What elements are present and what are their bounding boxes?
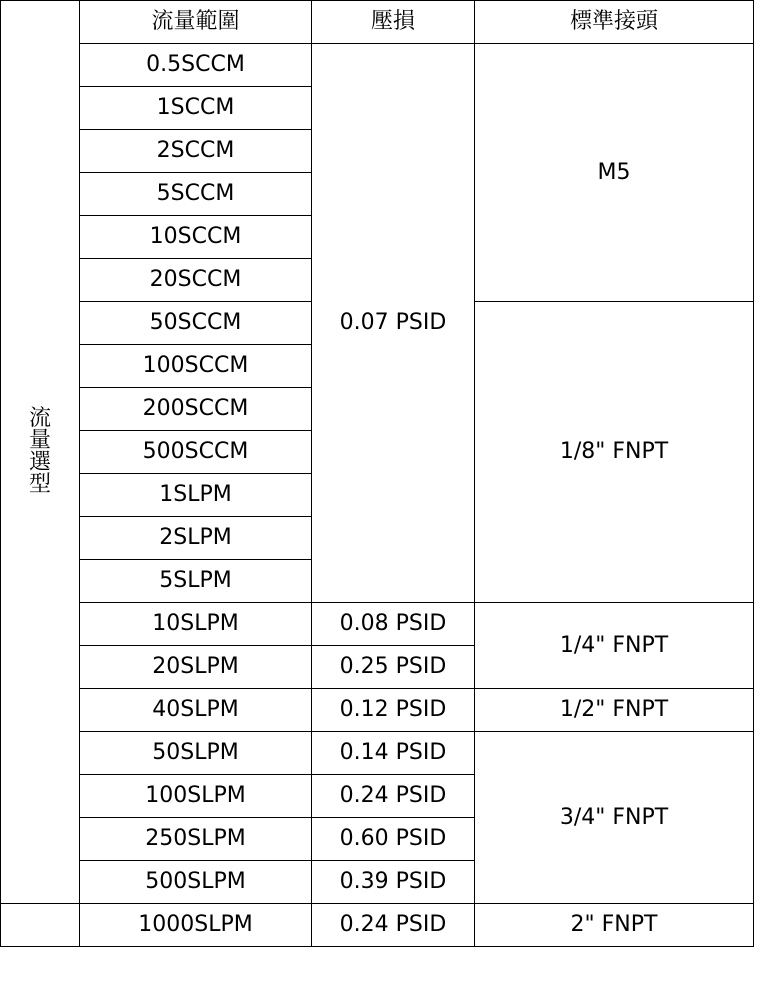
flow-range-cell: 500SLPM xyxy=(80,861,312,904)
side-label: 流量選型 xyxy=(1,1,80,904)
flow-range-cell: 5SCCM xyxy=(80,173,312,216)
flow-range-cell: 20SCCM xyxy=(80,259,312,302)
header-row xyxy=(1,1,754,44)
pressure-drop-cell: 0.24 PSID xyxy=(312,904,475,947)
table-row xyxy=(1,732,754,775)
flow-range-cell: 1SCCM xyxy=(80,87,312,130)
fitting-cell: 2" FNPT xyxy=(475,904,754,947)
header-flow-range: 流量範圍 xyxy=(80,1,312,44)
flow-range-cell: 2SLPM xyxy=(80,517,312,560)
fitting-cell: 1/4" FNPT xyxy=(475,603,754,689)
flow-range-cell: 20SLPM xyxy=(80,646,312,689)
flow-range-cell: 200SCCM xyxy=(80,388,312,431)
flow-range-cell: 10SCCM xyxy=(80,216,312,259)
pressure-drop-cell: 0.14 PSID xyxy=(312,732,475,775)
pressure-drop-cell: 0.24 PSID xyxy=(312,775,475,818)
fitting-cell: 1/2" FNPT xyxy=(475,689,754,732)
fitting-cell: 3/4" FNPT xyxy=(475,732,754,904)
pressure-drop-cell: 0.08 PSID xyxy=(312,603,475,646)
flow-range-cell: 2SCCM xyxy=(80,130,312,173)
flow-range-cell: 10SLPM xyxy=(80,603,312,646)
fitting-cell: M5 xyxy=(475,44,754,302)
table-row xyxy=(1,603,754,646)
pressure-drop-cell: 0.60 PSID xyxy=(312,818,475,861)
flow-range-cell: 50SCCM xyxy=(80,302,312,345)
table-row xyxy=(1,689,754,732)
header-pressure-drop: 壓損 xyxy=(312,1,475,44)
pressure-drop-cell: 0.39 PSID xyxy=(312,861,475,904)
flow-range-cell: 500SCCM xyxy=(80,431,312,474)
flow-range-cell: 250SLPM xyxy=(80,818,312,861)
flow-range-cell: 0.5SCCM xyxy=(80,44,312,87)
empty-side-cell xyxy=(1,904,80,947)
flow-range-cell: 100SCCM xyxy=(80,345,312,388)
flow-range-cell: 40SLPM xyxy=(80,689,312,732)
flow-range-cell: 5SLPM xyxy=(80,560,312,603)
table-row xyxy=(1,44,754,87)
flow-range-cell: 100SLPM xyxy=(80,775,312,818)
pressure-drop-cell: 0.12 PSID xyxy=(312,689,475,732)
flow-range-cell: 50SLPM xyxy=(80,732,312,775)
pressure-drop-cell: 0.25 PSID xyxy=(312,646,475,689)
header-fitting: 標準接頭 xyxy=(475,1,754,44)
table-row xyxy=(1,904,754,947)
flow-range-cell: 1000SLPM xyxy=(80,904,312,947)
pressure-drop-cell: 0.07 PSID xyxy=(312,44,475,603)
flow-range-cell: 1SLPM xyxy=(80,474,312,517)
fitting-cell: 1/8" FNPT xyxy=(475,302,754,603)
